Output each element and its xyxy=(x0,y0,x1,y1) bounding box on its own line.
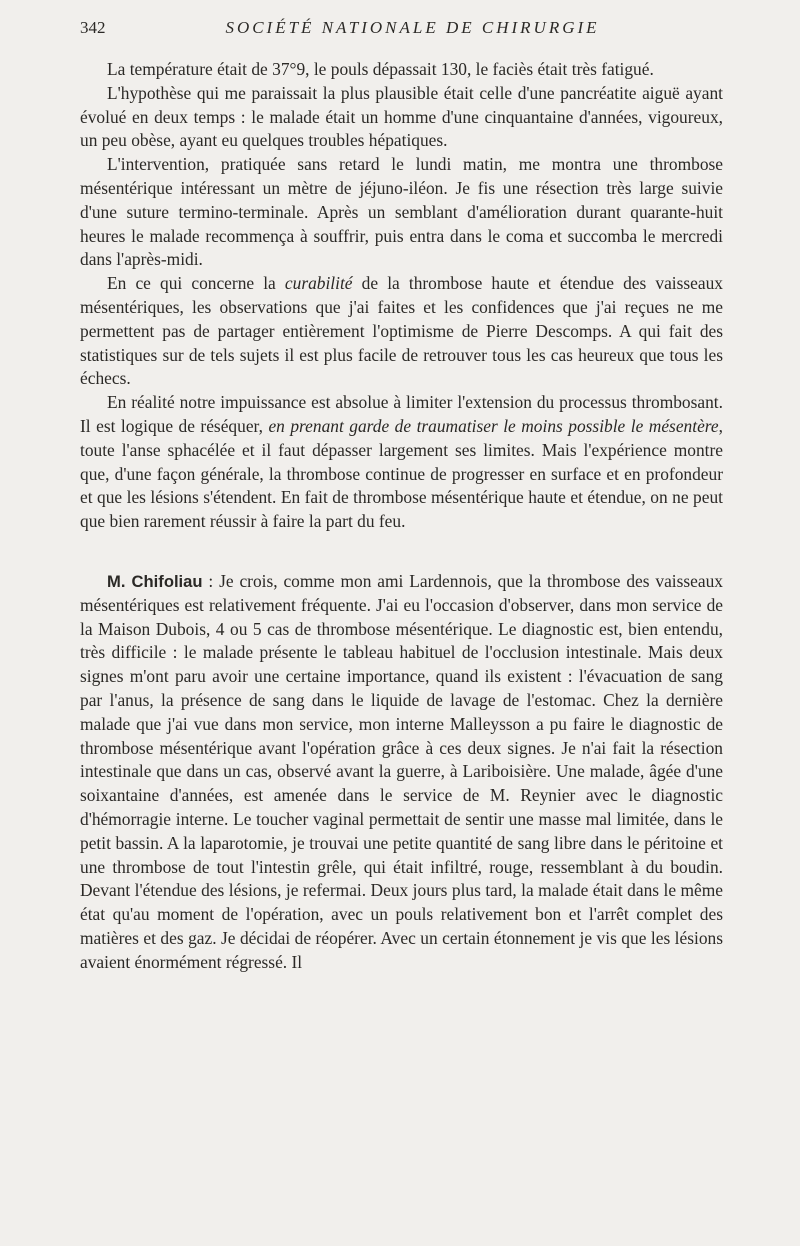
page-number: 342 xyxy=(80,18,106,37)
page-header xyxy=(80,18,723,46)
paragraph-5-text-b: , toute l'anse sphacélée et il faut dépasser largement ses limites. Mais l'expérience montre que, d'une façon générale, la thrombose continue de progresser en surface et en profondeur et que les lésions s'étendent. En fait de thrombose mésentérique haute et étendue, on ne peut que bien rarement réussir à faire la part du feu. xyxy=(80,415,723,532)
paragraph-4 xyxy=(80,272,723,391)
paragraph-5-emphasis: en prenant garde de traumatiser le moins possible le mésentère xyxy=(268,415,719,436)
running-title: SOCIÉTÉ NATIONALE DE CHIRURGIE xyxy=(225,18,600,37)
paragraph-4-text-a: En ce qui concerne la xyxy=(107,273,285,294)
paragraph-4-text-b: de la thrombose haute et étendue des vaisseaux mésentériques, les observations que j'ai faites et les confidences que j'ai reçues ne me permettent pas de partager entièrement l'optimisme de Pierre Descomps. A qui fait des statistiques sur de tels sujets il est plus facile de retrouver tous les cas heureux que tous les échecs. xyxy=(80,273,723,389)
paragraph-4-emphasis: curabilité xyxy=(284,273,353,294)
paragraph-6 xyxy=(80,570,723,975)
paragraph-2: L'hypothèse qui me paraissait la plus plausible était celle d'une pancréatite aiguë ayant évolué en deux temps : le malade était un homme d'une cinquantaine d'années, vigoureux, un peu obèse, ayant eu quelques troubles hépatiques. xyxy=(80,82,723,151)
paragraph-5 xyxy=(80,391,723,534)
speaker-name: M. Chifoliau xyxy=(107,571,203,591)
paragraph-1: La température était de 37°9, le pouls dépassait 130, le faciès était très fatigué. xyxy=(107,59,654,79)
paragraph-3: L'intervention, pratiquée sans retard le lundi matin, me montra une thrombose mésentérique intéressant un mètre de jéjuno-iléon. Je fis une résection très large suivie d'une suture termino-terminale. Après un semblant d'amélioration durant quarante-huit heures le malade recommença à souffrir, puis entra dans le coma et succomba le mercredi dans l'après-midi. xyxy=(80,154,723,270)
paragraph-5-text-a: En réalité notre impuissance est absolue à limiter l'extension du processus thrombosant. Il est logique de réséquer, xyxy=(80,392,723,436)
page-body xyxy=(80,58,723,974)
paragraph-6-text: : Je crois, comme mon ami Lardennois, que la thrombose des vaisseaux mésentériques est relativement fréquente. J'ai eu l'occasion d'observer, dans mon service de la Maison Dubois, 4 ou 5 cas de thrombose mésentérique. Le diagnostic est, bien entendu, très difficile : le malade présente le tableau habituel de l'occlusion intestinale. Mais deux signes m'ont paru avoir une certaine importance, quand ils existent : l'évacuation de sang par l'anus, la présence de sang dans le liquide de lavage de l'estomac. Chez la dernière malade que j'ai vue dans mon service, mon interne Malleysson a pu faire le diagnostic de thrombose mésentérique avant l'opération grâce à ces deux signes. Je n'ai fait la résection intestinale que dans un cas, observé avant la guerre, à Lariboisière. Une malade, âgée d'une soixantaine d'années, est amenée dans le service de M. Reynier avec le diagnostic d'hémorragie interne. Le toucher vaginal permettait de sentir une masse mal limitée, dans le petit bassin. A la laparotomie, je trouvai une petite quantité de sang libre dans le péritoine et une thrombose de tout l'intestin grêle, qui était infiltré, rouge, ressemblant à du boudin. Devant l'étendue des lésions, je refermai. Deux jours plus tard, la malade était dans le même état qu'au moment de l'opération, avec un pouls relativement bon et l'arrêt complet des matières et des gaz. Je décidai de réopérer. Avec un certain étonnement je vis que les lésions avaient énormément régressé. Il xyxy=(80,570,723,972)
